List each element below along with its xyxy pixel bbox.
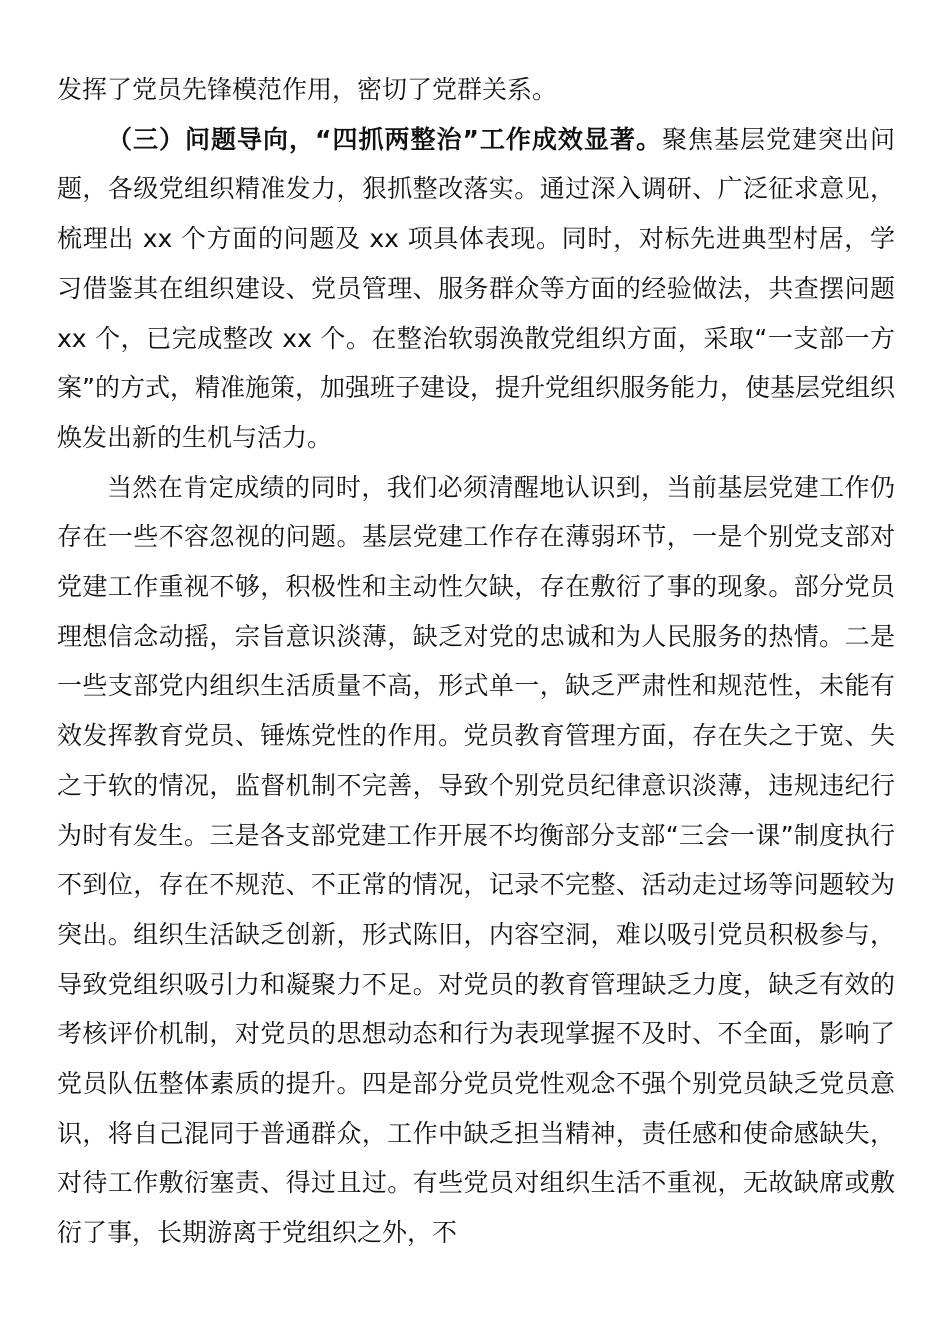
- paragraph-problems: [57, 463, 895, 1258]
- paragraph-section-three: [57, 115, 895, 463]
- paragraph-2-text: 聚焦基层党建突出问题，各级党组织精准发力，狠抓整改落实。通过深入调研、广泛征求意见，梳理出 xx 个方面的问题及 xx 项具体表现。同时，对标先进典型村居，学习借鉴其在组织建设、党员管理、服务群众等方面的经验做法，共查摆问题 xx 个，已完成整改 xx 个。在整治软弱涣散党组织方面，采取“一支部一方案”的方式，精准施策，加强班子建设，提升党组织服务能力，使基层党组织焕发出新的生机与活力。: [57, 124, 895, 452]
- paragraph-1-text: 发挥了党员先锋模范作用，密切了党群关系。: [57, 75, 558, 104]
- paragraph-3-text: 当然在肯定成绩的同时，我们必须清醒地认识到，当前基层党建工作仍存在一些不容忽视的问题。基层党建工作存在薄弱环节，一是个别党支部对党建工作重视不够，积极性和主动性欠缺，存在敷衍了事的现象。部分党员理想信念动摇，宗旨意识淡薄，缺乏对党的忠诚和为人民服务的热情。二是一些支部党内组织生活质量不高，形式单一，缺乏严肃性和规范性，未能有效发挥教育党员、锤炼党性的作用。党员教育管理方面，存在失之于宽、失之于软的情况，监督机制不完善，导致个别党员纪律意识淡薄，违规违纪行为时有发生。三是各支部党建工作开展不均衡部分支部“三会一课”制度执行不到位，存在不规范、不正常的情况，记录不完整、活动走过场等问题较为突出。组织生活缺乏创新，形式陈旧，内容空洞，难以吸引党员积极参与，导致党组织吸引力和凝聚力不足。对党员的教育管理缺乏力度，缺乏有效的考核评价机制，对党员的思想动态和行为表现掌握不及时、不全面，影响了党员队伍整体素质的提升。四是部分党员党性观念不强个别党员缺乏党员意识，将自己混同于普通群众，工作中缺乏担当精神，责任感和使命感缺失，对待工作敷衍塞责、得过且过。有些党员对组织生活不重视，无故缺席或敷衍了事，长期游离于党组织之外，不: [57, 472, 895, 1248]
- document-page: [57, 65, 895, 1258]
- paragraph-continuation: [57, 65, 895, 115]
- section-heading: （三）问题导向，“四抓两整治”工作成效显著。: [107, 124, 662, 154]
